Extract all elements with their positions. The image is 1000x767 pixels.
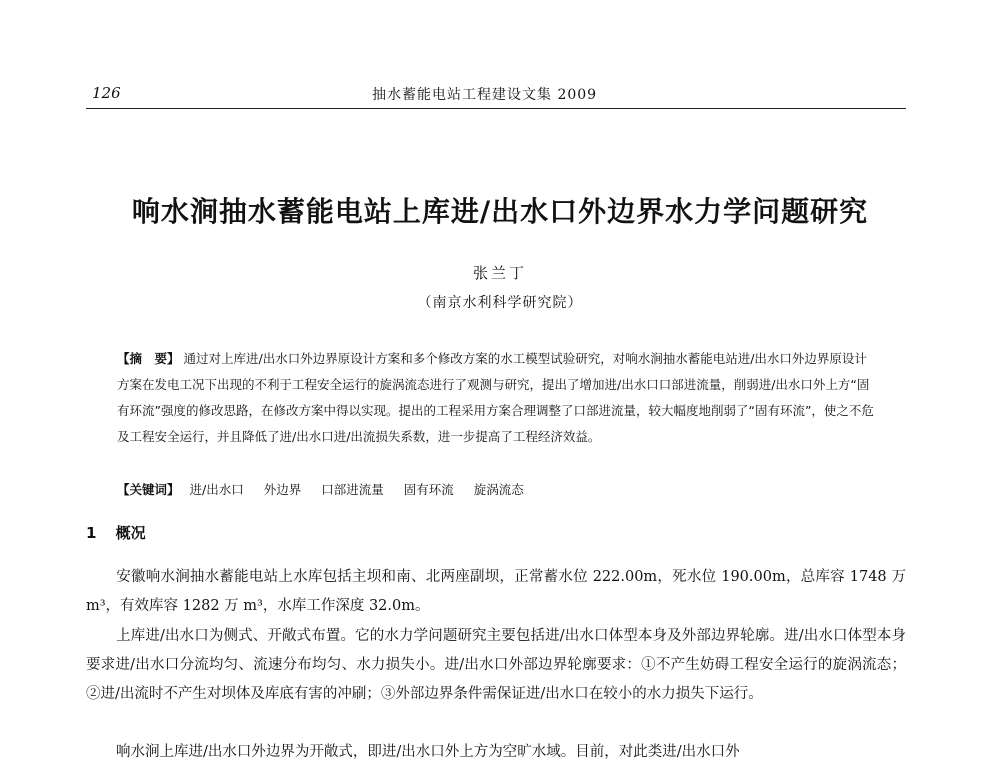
author-affiliation: （南京水利科学研究院）: [417, 295, 583, 311]
abstract-label: 【摘 要】: [117, 351, 180, 366]
page-number: 126: [92, 84, 121, 102]
paragraph-text: 安徽响水涧抽水蓄能电站上水库包括主坝和南、北两座副坝，正常蓄水位 222.00m，死水位 190.00m，总库容 1748 万 m³，有效库容 1282 万 m³，水库工作深度 32.0m。: [86, 569, 906, 614]
keyword: 口部进流量: [321, 482, 384, 497]
paragraph-text: 响水涧上库进/出水口外边界为开敞式，即进/出水口外上方为空旷水域。目前，对此类进/出水口外: [116, 744, 740, 760]
section-number: 1: [86, 524, 97, 542]
body-paragraph: [86, 738, 906, 767]
keyword: 旋涡流态: [473, 482, 524, 497]
running-header: 抽水蓄能电站工程建设文集 2009: [372, 87, 598, 103]
header-divider: [86, 108, 906, 109]
author-name: 张兰丁: [472, 264, 527, 282]
keyword: 固有环流: [403, 482, 454, 497]
paper-title: 响水涧抽水蓄能电站上库进/出水口外边界水力学问题研究: [131, 195, 869, 228]
body-paragraph: [86, 622, 906, 709]
keywords-label: 【关键词】: [117, 482, 180, 497]
body-paragraph: [86, 563, 906, 621]
abstract-text: 通过对上库进/出水口外边界原设计方案和多个修改方案的水工模型试验研究，对响水涧抽水蓄能电站进/出水口外边界原设计方案在发电工况下出现的不利于工程安全运行的旋涡流态进行了观测与研究，提出了增加进/出水口口部进流量，削弱进/出水口外上方“固有环流”强度的修改思路，在修改方案中得以实现。提出的工程采用方案合理调整了口部进流量，较大幅度地削弱了“固有环流”，使之不危及工程安全运行，并且降低了进/出水口进/出流损失系数，进一步提高了工程经济效益。: [117, 351, 874, 444]
keyword: 进/出水口: [189, 482, 244, 497]
section-title: 概况: [115, 524, 146, 542]
abstract: [117, 346, 875, 450]
keywords: [117, 480, 875, 498]
paragraph-text: 上库进/出水口为侧式、开敞式布置。它的水力学问题研究主要包括进/出水口体型本身及外部边界轮廓。进/出水口体型本身要求进/出水口分流均匀、流速分布均匀、水力损失小。进/出水口外部边界轮廓要求：①不产生妨碍工程安全运行的旋涡流态；②进/出流时不产生对坝体及库底有害的冲刷；③外部边界条件需保证进/出水口在较小的水力损失下运行。: [86, 628, 906, 702]
section-heading: [86, 522, 146, 543]
keyword: 外边界: [263, 482, 302, 497]
